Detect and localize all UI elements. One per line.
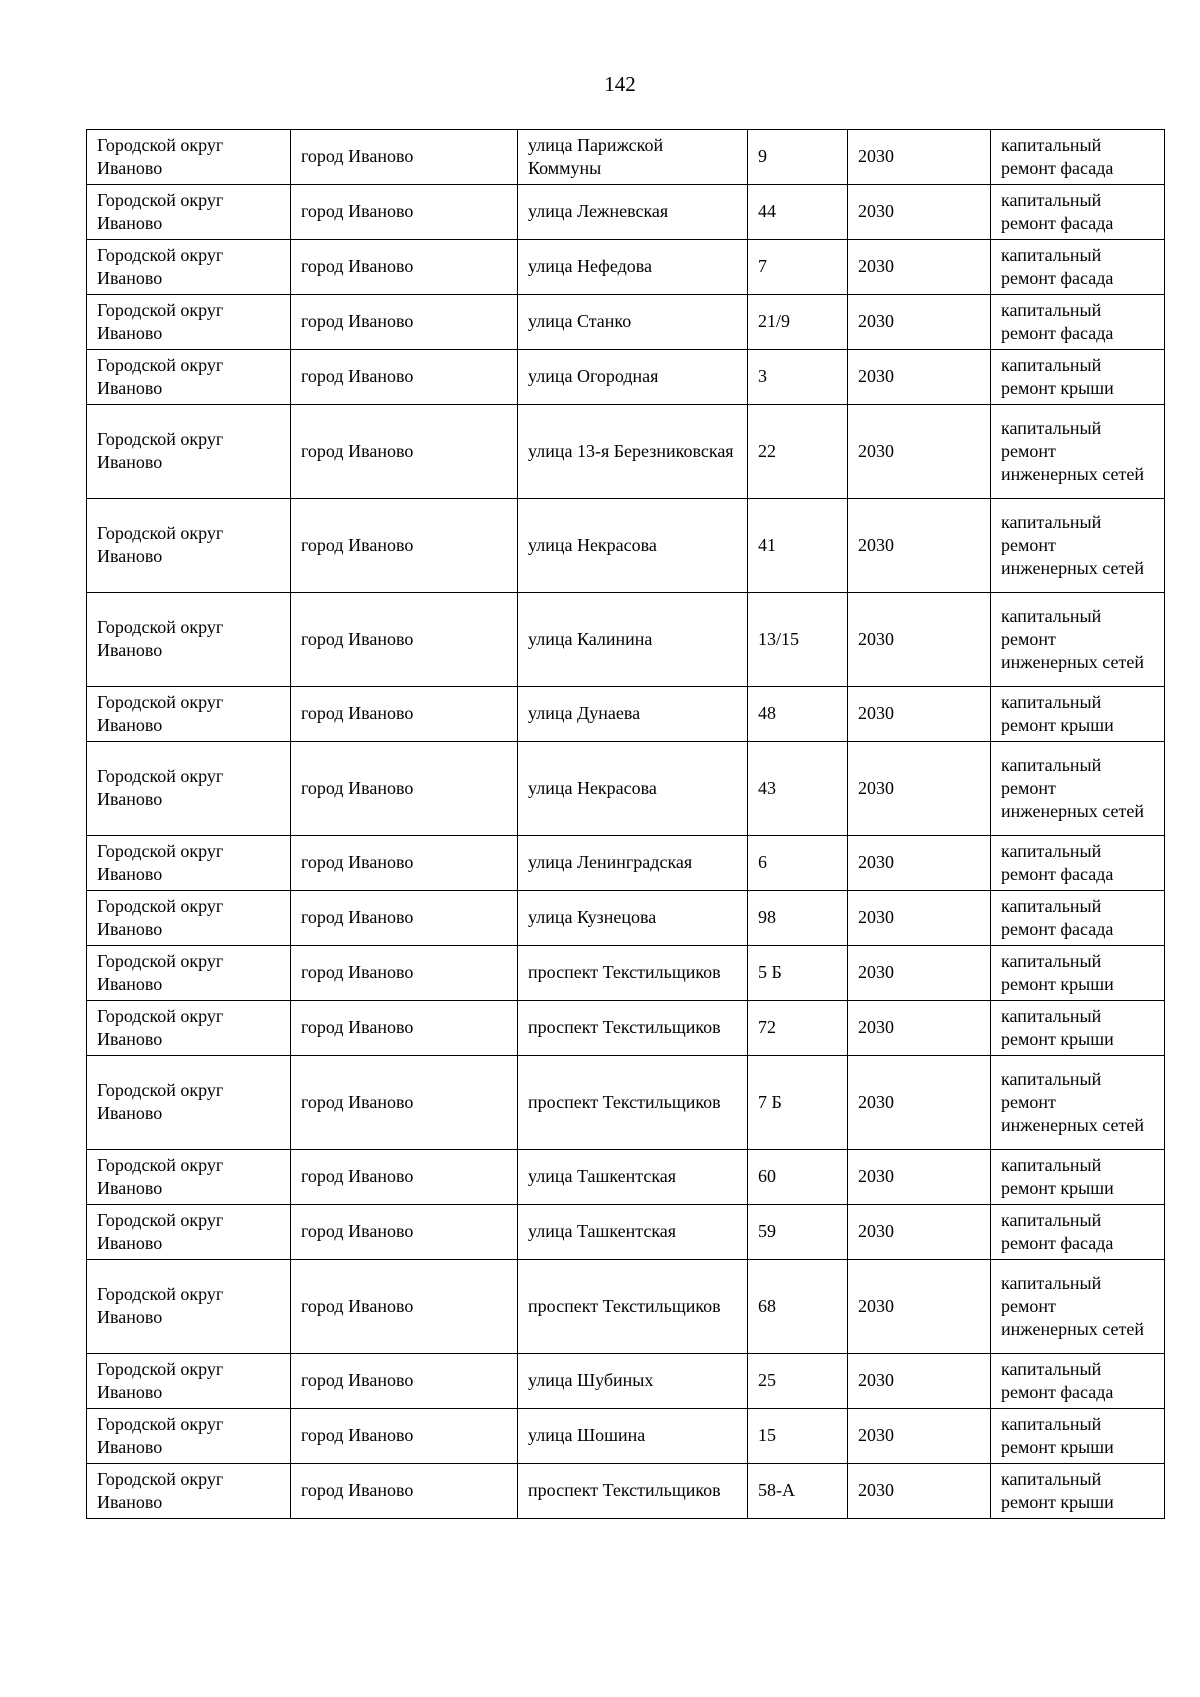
house-number-cell: 15 bbox=[748, 1409, 848, 1464]
year-cell: 2030 bbox=[848, 1056, 991, 1150]
table-row bbox=[87, 350, 1165, 405]
housing-repair-table bbox=[86, 129, 1165, 1519]
repair-type-cell: капитальный ремонт инженерных сетей bbox=[991, 405, 1165, 499]
repair-type-cell: капитальный ремонт крыши bbox=[991, 946, 1165, 1001]
table-row bbox=[87, 1260, 1165, 1354]
street-cell: проспект Текстильщиков bbox=[518, 1056, 748, 1150]
page-number: 142 bbox=[604, 72, 636, 96]
district-cell: Городской округ Иваново bbox=[87, 836, 291, 891]
table-row bbox=[87, 687, 1165, 742]
street-cell: проспект Текстильщиков bbox=[518, 946, 748, 1001]
repair-type-cell: капитальный ремонт фасада bbox=[991, 185, 1165, 240]
repair-type-cell: капитальный ремонт инженерных сетей bbox=[991, 499, 1165, 593]
district-cell: Городской округ Иваново bbox=[87, 240, 291, 295]
city-cell: город Иваново bbox=[291, 1001, 518, 1056]
repair-type-cell: капитальный ремонт крыши bbox=[991, 1464, 1165, 1519]
year-cell: 2030 bbox=[848, 946, 991, 1001]
repair-type-cell: капитальный ремонт крыши bbox=[991, 1001, 1165, 1056]
year-cell: 2030 bbox=[848, 1205, 991, 1260]
year-cell: 2030 bbox=[848, 1150, 991, 1205]
street-cell: улица 13-я Березниковская bbox=[518, 405, 748, 499]
city-cell: город Иваново bbox=[291, 1354, 518, 1409]
house-number-cell: 44 bbox=[748, 185, 848, 240]
year-cell: 2030 bbox=[848, 130, 991, 185]
repair-type-cell: капитальный ремонт крыши bbox=[991, 687, 1165, 742]
street-cell: улица Шубиных bbox=[518, 1354, 748, 1409]
repair-type-cell: капитальный ремонт фасада bbox=[991, 836, 1165, 891]
city-cell: город Иваново bbox=[291, 946, 518, 1001]
street-cell: улица Нефедова bbox=[518, 240, 748, 295]
table-row bbox=[87, 499, 1165, 593]
house-number-cell: 41 bbox=[748, 499, 848, 593]
house-number-cell: 60 bbox=[748, 1150, 848, 1205]
house-number-cell: 9 bbox=[748, 130, 848, 185]
street-cell: улица Некрасова bbox=[518, 742, 748, 836]
district-cell: Городской округ Иваново bbox=[87, 499, 291, 593]
table-row bbox=[87, 1205, 1165, 1260]
city-cell: город Иваново bbox=[291, 687, 518, 742]
district-cell: Городской округ Иваново bbox=[87, 1409, 291, 1464]
street-cell: улица Некрасова bbox=[518, 499, 748, 593]
city-cell: город Иваново bbox=[291, 185, 518, 240]
city-cell: город Иваново bbox=[291, 1150, 518, 1205]
district-cell: Городской округ Иваново bbox=[87, 1464, 291, 1519]
repair-type-cell: капитальный ремонт фасада bbox=[991, 1205, 1165, 1260]
table-row bbox=[87, 946, 1165, 1001]
year-cell: 2030 bbox=[848, 891, 991, 946]
house-number-cell: 6 bbox=[748, 836, 848, 891]
repair-type-cell: капитальный ремонт крыши bbox=[991, 1409, 1165, 1464]
repair-type-cell: капитальный ремонт фасада bbox=[991, 240, 1165, 295]
table-row bbox=[87, 1056, 1165, 1150]
table-row bbox=[87, 1409, 1165, 1464]
street-cell: улица Лежневская bbox=[518, 185, 748, 240]
house-number-cell: 72 bbox=[748, 1001, 848, 1056]
house-number-cell: 7 Б bbox=[748, 1056, 848, 1150]
district-cell: Городской округ Иваново bbox=[87, 1056, 291, 1150]
street-cell: улица Шошина bbox=[518, 1409, 748, 1464]
street-cell: улица Станко bbox=[518, 295, 748, 350]
street-cell: улица Калинина bbox=[518, 593, 748, 687]
city-cell: город Иваново bbox=[291, 1464, 518, 1519]
city-cell: город Иваново bbox=[291, 130, 518, 185]
house-number-cell: 98 bbox=[748, 891, 848, 946]
house-number-cell: 68 bbox=[748, 1260, 848, 1354]
table-row bbox=[87, 185, 1165, 240]
city-cell: город Иваново bbox=[291, 295, 518, 350]
district-cell: Городской округ Иваново bbox=[87, 130, 291, 185]
house-number-cell: 7 bbox=[748, 240, 848, 295]
year-cell: 2030 bbox=[848, 499, 991, 593]
house-number-cell: 59 bbox=[748, 1205, 848, 1260]
street-cell: улица Кузнецова bbox=[518, 891, 748, 946]
table-row bbox=[87, 836, 1165, 891]
city-cell: город Иваново bbox=[291, 836, 518, 891]
city-cell: город Иваново bbox=[291, 1409, 518, 1464]
district-cell: Городской округ Иваново bbox=[87, 1001, 291, 1056]
city-cell: город Иваново bbox=[291, 1260, 518, 1354]
year-cell: 2030 bbox=[848, 295, 991, 350]
district-cell: Городской округ Иваново bbox=[87, 1150, 291, 1205]
table-row bbox=[87, 130, 1165, 185]
table-row bbox=[87, 405, 1165, 499]
city-cell: город Иваново bbox=[291, 593, 518, 687]
table-row bbox=[87, 295, 1165, 350]
year-cell: 2030 bbox=[848, 1260, 991, 1354]
district-cell: Городской округ Иваново bbox=[87, 350, 291, 405]
year-cell: 2030 bbox=[848, 593, 991, 687]
house-number-cell: 13/15 bbox=[748, 593, 848, 687]
house-number-cell: 5 Б bbox=[748, 946, 848, 1001]
street-cell: проспект Текстильщиков bbox=[518, 1464, 748, 1519]
district-cell: Городской округ Иваново bbox=[87, 687, 291, 742]
table-row bbox=[87, 1464, 1165, 1519]
repair-type-cell: капитальный ремонт крыши bbox=[991, 1150, 1165, 1205]
house-number-cell: 21/9 bbox=[748, 295, 848, 350]
district-cell: Городской округ Иваново bbox=[87, 185, 291, 240]
table-row bbox=[87, 240, 1165, 295]
house-number-cell: 22 bbox=[748, 405, 848, 499]
repair-type-cell: капитальный ремонт фасада bbox=[991, 295, 1165, 350]
street-cell: улица Ташкентская bbox=[518, 1150, 748, 1205]
street-cell: улица Ленинградская bbox=[518, 836, 748, 891]
street-cell: проспект Текстильщиков bbox=[518, 1001, 748, 1056]
repair-type-cell: капитальный ремонт инженерных сетей bbox=[991, 593, 1165, 687]
district-cell: Городской округ Иваново bbox=[87, 891, 291, 946]
city-cell: город Иваново bbox=[291, 499, 518, 593]
district-cell: Городской округ Иваново bbox=[87, 742, 291, 836]
table-row bbox=[87, 593, 1165, 687]
year-cell: 2030 bbox=[848, 836, 991, 891]
year-cell: 2030 bbox=[848, 185, 991, 240]
repair-type-cell: капитальный ремонт фасада bbox=[991, 130, 1165, 185]
city-cell: город Иваново bbox=[291, 891, 518, 946]
repair-type-cell: капитальный ремонт фасада bbox=[991, 1354, 1165, 1409]
city-cell: город Иваново bbox=[291, 742, 518, 836]
year-cell: 2030 bbox=[848, 742, 991, 836]
repair-type-cell: капитальный ремонт инженерных сетей bbox=[991, 1056, 1165, 1150]
table-body bbox=[87, 130, 1165, 1519]
city-cell: город Иваново bbox=[291, 350, 518, 405]
table-row bbox=[87, 1001, 1165, 1056]
house-number-cell: 43 bbox=[748, 742, 848, 836]
house-number-cell: 25 bbox=[748, 1354, 848, 1409]
year-cell: 2030 bbox=[848, 1001, 991, 1056]
district-cell: Городской округ Иваново bbox=[87, 946, 291, 1001]
street-cell: улица Парижской Коммуны bbox=[518, 130, 748, 185]
city-cell: город Иваново bbox=[291, 240, 518, 295]
year-cell: 2030 bbox=[848, 687, 991, 742]
street-cell: улица Дунаева bbox=[518, 687, 748, 742]
repair-type-cell: капитальный ремонт фасада bbox=[991, 891, 1165, 946]
city-cell: город Иваново bbox=[291, 405, 518, 499]
district-cell: Городской округ Иваново bbox=[87, 295, 291, 350]
city-cell: город Иваново bbox=[291, 1056, 518, 1150]
year-cell: 2030 bbox=[848, 405, 991, 499]
table-row bbox=[87, 1354, 1165, 1409]
house-number-cell: 48 bbox=[748, 687, 848, 742]
district-cell: Городской округ Иваново bbox=[87, 1354, 291, 1409]
year-cell: 2030 bbox=[848, 1464, 991, 1519]
city-cell: город Иваново bbox=[291, 1205, 518, 1260]
table-row bbox=[87, 891, 1165, 946]
house-number-cell: 58-А bbox=[748, 1464, 848, 1519]
year-cell: 2030 bbox=[848, 1354, 991, 1409]
year-cell: 2030 bbox=[848, 350, 991, 405]
district-cell: Городской округ Иваново bbox=[87, 1260, 291, 1354]
district-cell: Городской округ Иваново bbox=[87, 405, 291, 499]
district-cell: Городской округ Иваново bbox=[87, 1205, 291, 1260]
table-row bbox=[87, 1150, 1165, 1205]
repair-type-cell: капитальный ремонт инженерных сетей bbox=[991, 742, 1165, 836]
table-row bbox=[87, 742, 1165, 836]
street-cell: улица Ташкентская bbox=[518, 1205, 748, 1260]
repair-type-cell: капитальный ремонт инженерных сетей bbox=[991, 1260, 1165, 1354]
district-cell: Городской округ Иваново bbox=[87, 593, 291, 687]
year-cell: 2030 bbox=[848, 240, 991, 295]
repair-type-cell: капитальный ремонт крыши bbox=[991, 350, 1165, 405]
year-cell: 2030 bbox=[848, 1409, 991, 1464]
street-cell: улица Огородная bbox=[518, 350, 748, 405]
house-number-cell: 3 bbox=[748, 350, 848, 405]
street-cell: проспект Текстильщиков bbox=[518, 1260, 748, 1354]
